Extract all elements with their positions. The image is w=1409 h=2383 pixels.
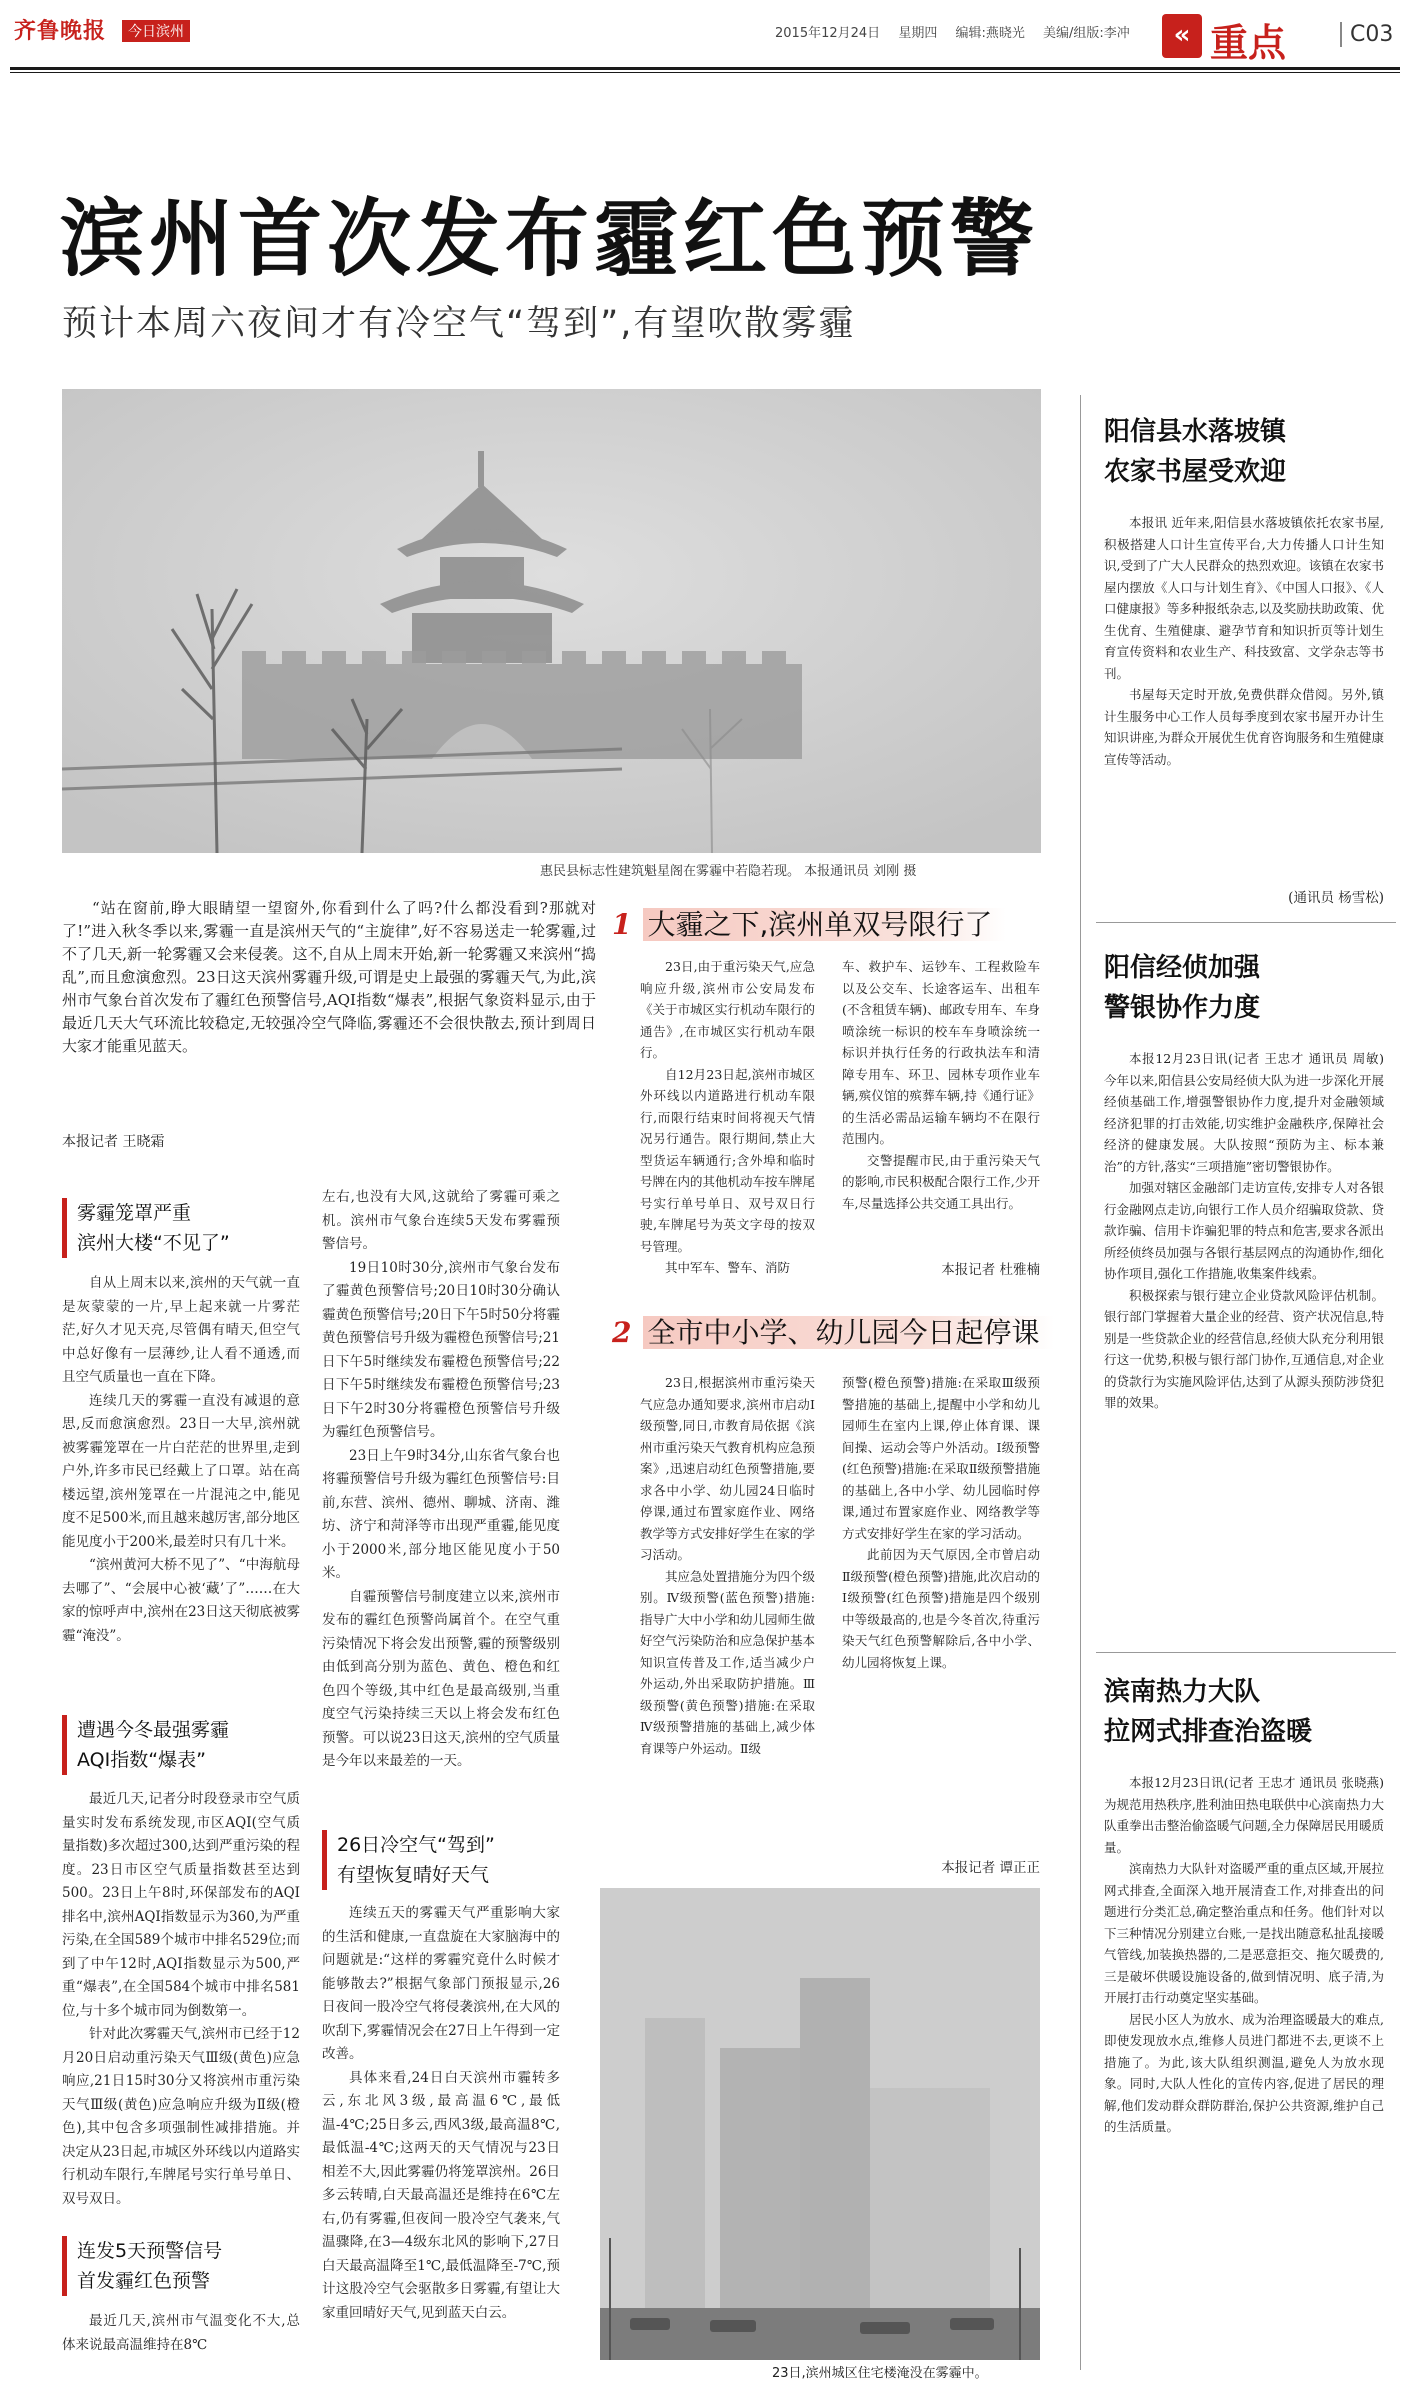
- right-article-2: [1104, 948, 1384, 1028]
- header-rule: [10, 67, 1400, 70]
- section-head-1-line1: 雾霾笼罩严重: [62, 1198, 282, 1228]
- right-article-1-title1: 阳信县水落坡镇: [1104, 417, 1287, 447]
- issue-weekday: 星期四: [898, 26, 938, 41]
- section-head-3-line2: 首发霾红色预警: [62, 2266, 300, 2296]
- section-head-2-line1: 遭遇今冬最强雾霾: [62, 1715, 300, 1745]
- foggy-buildings-photo: [600, 1888, 1040, 2360]
- col1-paragraph: 自从上周末以来,滨州的天气就一直是灰蒙蒙的一片,早上起来就一片雾茫茫,好久才见天亮,尽管偶有晴天,但空气中总好像有一层薄纱,让人看不通透,而且空气质量也一直在下降。: [62, 1275, 300, 1385]
- right-article-2-paragraph: 积极探索与银行建立企业贷款风险评估机制。银行部门掌握着大量企业的经营、资产状况信息,特别是一些贷款企业的经营信息,经侦大队充分利用银行这一优势,积极与银行部门协作,互通信息,对企业的贷款行为实施风险评估,达到了从源头预防涉贷犯罪的效果。: [1104, 1287, 1384, 1410]
- section-head-4: [322, 1830, 560, 1890]
- section-head-1-line2: 滨州大楼“不见了”: [62, 1228, 282, 1258]
- section-head-2-line2: AQI指数“爆表”: [62, 1745, 300, 1775]
- col2-paragraph: 19日10时30分,滨州市气象台发布了霾黄色预警信号;20日10时30分确认霾黄色预警信号;20日下午5时50分将霾黄色预警信号升级为霾橙色预警信号;21日下午5时继续发布霾橙色预警信号;22日下午5时继续发布霾橙色预警信号;23日下午2时30分将霾橙色预警信号升级为霾红色预警信号。: [322, 1259, 560, 1440]
- col1-block-b: [62, 1788, 300, 2228]
- column-divider: [1080, 395, 1081, 2370]
- story2-col1: [640, 1372, 815, 1872]
- article-divider: [1096, 1652, 1396, 1653]
- story1-paragraph: 车、救护车、运钞车、工程救险车以及公交车、长途客运车、出租车(不含租赁车辆)、邮政专用车、车身喷涂统一标识的校车车身喷涂统一标识并执行任务的行政执法车和清障专用车、环卫、园林专项作业车辆,殡仪馆的殡葬车辆,持《通行证》的生活必需品运输车辆均不在限行范围内。: [842, 959, 1040, 1146]
- newspaper-brand: 齐鲁晚报: [14, 18, 107, 44]
- section-label: 重点: [1210, 21, 1287, 65]
- col1-block-a: [62, 1272, 300, 1710]
- photo-caption: 23日,滨州城区住宅楼淹没在雾霾中。: [772, 2366, 988, 2381]
- right-article-2-paragraph: 加强对辖区金融部门走访宣传,安排专人对各银行金融网点走访,向银行工作人员介绍骗取贷款、贷款诈骗、信用卡诈骗犯罪的特点和危害,要求各派出所经侦终员加强与各银行基层网点的沟通协作,细化协作项目,强化工作措施,收集案件线索。: [1104, 1180, 1384, 1281]
- col1-paragraph: 连续几天的雾霾一直没有减退的意思,反而愈演愈烈。23日一大早,滨州就被雾霾笼罩在一片白茫茫的世界里,走到户外,许多市民已经戴上了口罩。站在高楼远望,滨州笼罩在一片混沌之中,能见度不足500米,而且越来越厉害,部分地区能见度小于200米,最差时只有几十米。: [62, 1392, 300, 1550]
- story1-headline: [612, 905, 1006, 945]
- article-divider: [1096, 922, 1396, 923]
- story1-byline: 本报记者 杜雅楠: [941, 1262, 1040, 1278]
- right-article-2-title1: 阳信经侦加强: [1104, 953, 1261, 983]
- right-article-1-paragraph: 书屋每天定时开放,免费供群众借阅。另外,镇计生服务中心工作人员每季度到农家书屋开办计生知识讲座,为群众开展优生优育咨询服务和生殖健康宣传等活动。: [1104, 687, 1384, 767]
- right-article-3-paragraph: 本报12月23日讯(记者 王忠才 通讯员 张晓燕) 为规范用热秩序,胜利油田热电联供中心滨南热力大队重拳出击整治偷盗暖气问题,全力保障居民用暖质量。: [1104, 1775, 1384, 1855]
- section-head-2: [62, 1715, 300, 1775]
- issue-designer: 美编/组版:李冲: [1043, 26, 1130, 41]
- col2-paragraph: 连续五天的雾霾天气严重影响大家的生活和健康,一直盘旋在大家脑海中的问题就是:“这样的雾霾究竟什么时候才能够散去?”根据气象部门预报显示,26日夜间一股冷空气将侵袭滨州,在大风的吹刮下,雾霾情况会在27日上午得到一定改善。: [322, 1905, 560, 2062]
- story2-paragraph: 此前因为天气原因,全市曾启动Ⅱ级预警(橙色预警)措施,此次启动的Ⅰ级预警(红色预警)措施是四个级别中等级最高的,也是今冬首次,待重污染天气红色预警解除后,各中小学、幼儿园将恢复上课。: [842, 1547, 1040, 1670]
- right-article-1-title2: 农家书屋受欢迎: [1104, 457, 1287, 487]
- right-article-2-paragraph: 本报12月23日讯(记者 王忠才 通讯员 周敏) 今年以来,阳信县公安局经侦大队为进一步深化开展经侦基础工作,增强警银协作力度,提升对金融领域经济犯罪的打击效能,切实维护金融秩序,保障社会经济的健康发展。大队按照“预防为主、标本兼治”的方针,落实“三项措施”密切警银协作。: [1104, 1051, 1384, 1174]
- section-head-3: [62, 2236, 300, 2296]
- col2-block-b: [322, 1902, 560, 2372]
- story1-paragraph: 交警提醒市民,由于重污染天气的影响,市民积极配合限行工作,少开车,尽量选择公共交通工具出行。: [842, 1152, 1040, 1211]
- right-article-2-title2: 警银协作力度: [1104, 993, 1261, 1023]
- page-headline: 滨州首次发布霾红色预警: [60, 190, 1040, 288]
- right-article-3-title2: 拉网式排查治盗暖: [1104, 1717, 1313, 1747]
- page-number: C03: [1340, 22, 1393, 47]
- issue-editor: 编辑:燕晓光: [955, 26, 1025, 41]
- section-mark-icon: «: [1162, 14, 1202, 58]
- story2-byline: 本报记者 谭正正: [941, 1860, 1040, 1876]
- right-article-3-body: [1104, 1772, 1384, 2372]
- story1-title: 大霾之下,滨州单双号限行了: [643, 908, 1006, 941]
- lead-byline: 本报记者 王晓霜: [62, 1134, 165, 1150]
- story1-paragraph: 其中军车、警车、消防: [665, 1260, 791, 1275]
- fog-pavilion-photo: [62, 389, 1041, 853]
- story1-paragraph: 23日,由于重污染天气,应急响应升级,滨州市公安局发布《关于市城区实行机动车限行的通告》,在市城区实行机动车限行。: [640, 959, 815, 1060]
- col2-paragraph: 左右,也没有大风,这就给了雾霾可乘之机。滨州市气象台连续5天发布雾霾预警信号。: [322, 1189, 560, 1252]
- foggy-buildings-illustration: [600, 1888, 1040, 2360]
- story2-headline: [612, 1313, 1054, 1353]
- story1-number: 1: [612, 908, 632, 941]
- lead-paragraph: “站在窗前,睁大眼睛望一望窗外,你看到什么了吗?什么都没看到?那就对了!”进入秋冬季以来,雾霾一直是滨州天气的“主旋律”,好不容易送走一轮雾霾,过不了几天,新一轮雾霾又会来侵袭。这不,自从上周末开始,新一轮雾霾又来滨州“捣乱”,而且愈演愈烈。23日这天滨州雾霾升级,可谓是史上最强的雾霾天气,为此,滨州市气象台首次发布了霾红色预警信号,AQI指数“爆表”,根据气象资料显示,由于最近几天大气环流比较稳定,无较强冷空气降临,雾霾还不会很快散去,预计到周日大家才能重见蓝天。: [62, 899, 596, 1055]
- photo-caption: 惠民县标志性建筑魁星阁在雾霾中若隐若现。 本报通讯员 刘刚 摄: [540, 864, 917, 879]
- header-rule-thin: [10, 72, 1400, 73]
- edition-label: 今日滨州: [122, 20, 190, 42]
- right-article-3-title1: 滨南热力大队: [1104, 1677, 1261, 1707]
- issue-meta: [775, 22, 1144, 41]
- section-head-1: [62, 1198, 282, 1258]
- right-article-2-body: [1104, 1048, 1384, 1642]
- story1-col2: [842, 956, 1040, 1258]
- col2-paragraph: 具体来看,24日白天滨州市霾转多云,东北风3级,最高温6℃,最低温-4℃;25日多云,西风3级,最高温8℃,最低温-4℃;这两天的天气情况与23日相差不大,因此雾霾仍将笼罩滨州。26日多云转晴,白天最高温还是维持在6℃左右,仍有雾霾,但夜间一股冷空气袭来,气温骤降,在3—4级东北风的影响下,27日白天最高温降至1℃,最低温降至-7℃,预计这股冷空气会驱散多日雾霾,有望让大家重回晴好天气,见到蓝天白云。: [322, 2069, 560, 2321]
- story1-col1: [640, 956, 815, 1278]
- col1-paragraph: 针对此次雾霾天气,滨州市已经于12月20日启动重污染天气Ⅲ级(黄色)应急响应,21日15时30分又将滨州市重污染天气Ⅲ级(黄色)应急响应升级为Ⅱ级(橙色),其中包含多项强制性减排措施。并决定从23日起,市城区外环线以内道路实行机动车限行,车牌尾号实行单号单日、双号双日。: [62, 2026, 300, 2207]
- right-article-3: [1104, 1672, 1384, 1752]
- story2-col2: [842, 1372, 1040, 1852]
- col1-paragraph: 最近几天,记者分时段登录市空气质量实时发布系统发现,市区AQI(空气质量指数)多次超过300,达到严重污染的程度。23日市区空气质量指数甚至达到500。23日上午8时,环保部发布的AQI排名中,滨州AQI指数显示为360,为严重污染,在全国589个城市中排名529位;而到了中午12时,AQI指数显示为500,严重“爆表”,在全国584个城市中排名581位,与十多个城市同为倒数第一。: [62, 1791, 300, 2019]
- section-head-4-line2: 有望恢复晴好天气: [322, 1860, 560, 1890]
- issue-date: 2015年12月24日: [775, 26, 881, 41]
- section-head-4-line1: 26日冷空气“驾到”: [322, 1830, 560, 1860]
- section-head-3-line1: 连发5天预警信号: [62, 2236, 300, 2266]
- col2-paragraph: 自霾预警信号制度建立以来,滨州市发布的霾红色预警尚属首个。在空气重污染情况下将会发出预警,霾的预警级别由低到高分别为蓝色、黄色、橙色和红色四个等级,其中红色是最高级别,当重度空气污染持续三天以上将会发布红色预警。可以说23日这天,滨州的空气质量是今年以来最差的一天。: [322, 1588, 560, 1769]
- col2-paragraph: 23日上午9时34分,山东省气象台也将霾预警信号升级为霾红色预警信号:目前,东营、滨州、德州、聊城、济南、潍坊、济宁和菏泽等市出现严重霾,能见度小于2000米,部分地区能见度小于50米。: [322, 1447, 560, 1581]
- col1-paragraph: “滨州黄河大桥不见了”、“中海航母去哪了”、“会展中心被‘藏’了”……在大家的惊呼声中,滨州在23日这天彻底被雾霾“淹没”。: [62, 1557, 300, 1644]
- story2-paragraph: 预警(橙色预警)措施:在采取Ⅲ级预警措施的基础上,提醒中小学和幼儿园师生在室内上课,停止体育课、课间操、运动会等户外活动。Ⅰ级预警(红色预警)措施:在采取Ⅱ级预警措施的基础上,各中小学、幼儿园临时停课,通过布置家庭作业、网络教学等方式安排好学生在家的学习活动。: [842, 1375, 1040, 1541]
- story2-paragraph: 23日,根据滨州市重污染天气应急办通知要求,滨州市启动Ⅰ级预警,同日,市教育局依据《滨州市重污染天气教育机构应急预案》,迅速启动红色预警措施,要求各中小学、幼儿园24日临时停课,通过布置家庭作业、网络教学等方式安排好学生在家的学习活动。: [640, 1375, 815, 1562]
- right-article-1-paragraph: 本报讯 近年来,阳信县水落坡镇依托农家书屋,积极搭建人口计生宣传平台,大力传播人口计生知识,受到了广大人民群众的热烈欢迎。该镇在农家书屋内摆放《人口与计划生育》、《中国人口报》、《人口健康报》等多种报纸杂志,以及奖励扶助政策、优生优育、生殖健康、避孕节育和知识折页等计划生育宣传资料和农业生产、科技致富、文学杂志等书刊。: [1104, 515, 1384, 681]
- col1-paragraph: 最近几天,滨州市气温变化不大,总体来说最高温维持在8℃: [62, 2313, 300, 2353]
- story2-title: 全市中小学、幼儿园今日起停课: [643, 1316, 1053, 1349]
- section-tag: [1162, 6, 1322, 64]
- col1-block-c: [62, 2310, 300, 2372]
- story2-number: 2: [612, 1316, 632, 1349]
- right-article-1: [1104, 412, 1384, 492]
- right-article-1-byline: (通讯员 杨雪松): [1288, 890, 1384, 906]
- col2-block-a: [322, 1186, 560, 1826]
- right-article-3-paragraph: 滨南热力大队针对盗暖严重的重点区域,开展拉网式排查,全面深入地开展清查工作,对排查出的问题进行分类汇总,确定整治重点和任务。他们针对以下三种情况分别建立台账,一是找出随意私扯乱接暖气管线,加装换热器的,二是恶意拒交、拖欠暖费的,三是破坏供暖设施设备的,做到情况明、底子清,为开展打击行动奠定坚实基础。: [1104, 1861, 1384, 2005]
- right-article-3-paragraph: 居民小区人为放水、成为治理盗暖最大的难点,即使发现放水点,维修人员进门都进不去,更谈不上措施了。为此,该大队组织测温,避免人为放水现象。同时,大队人性化的宣传内容,促进了居民的理解,他们发动群众群防群治,保护公共资源,维护自己的生活质量。: [1104, 2011, 1384, 2134]
- story2-paragraph: 其应急处置措施分为四个级别。Ⅳ级预警(蓝色预警)措施:指导广大中小学和幼儿园师生做好空气污染防治和应急保护基本知识宣传普及工作,适当减少户外运动,外出采取防护措施。Ⅲ级预警(黄色预警)措施:在采取Ⅳ级预警措施的基础上,减少体育课等户外运动。Ⅱ级: [640, 1568, 815, 1756]
- right-article-1-body: [1104, 512, 1384, 882]
- story1-paragraph: 自12月23日起,滨州市城区外环线以内道路进行机动车限行,而限行结束时间将视天气情况另行通告。限行期间,禁止大型货运车辆通行;含外埠和临时号牌在内的其他机动车按车牌尾号实行单号单日、双号双日行驶,车牌尾号为英文字母的按双号管理。: [640, 1066, 815, 1254]
- page-subheadline: 预计本周六夜间才有冷空气“驾到”,有望吹散雾霾: [62, 304, 856, 344]
- fog-pavilion-illustration: [62, 389, 1041, 853]
